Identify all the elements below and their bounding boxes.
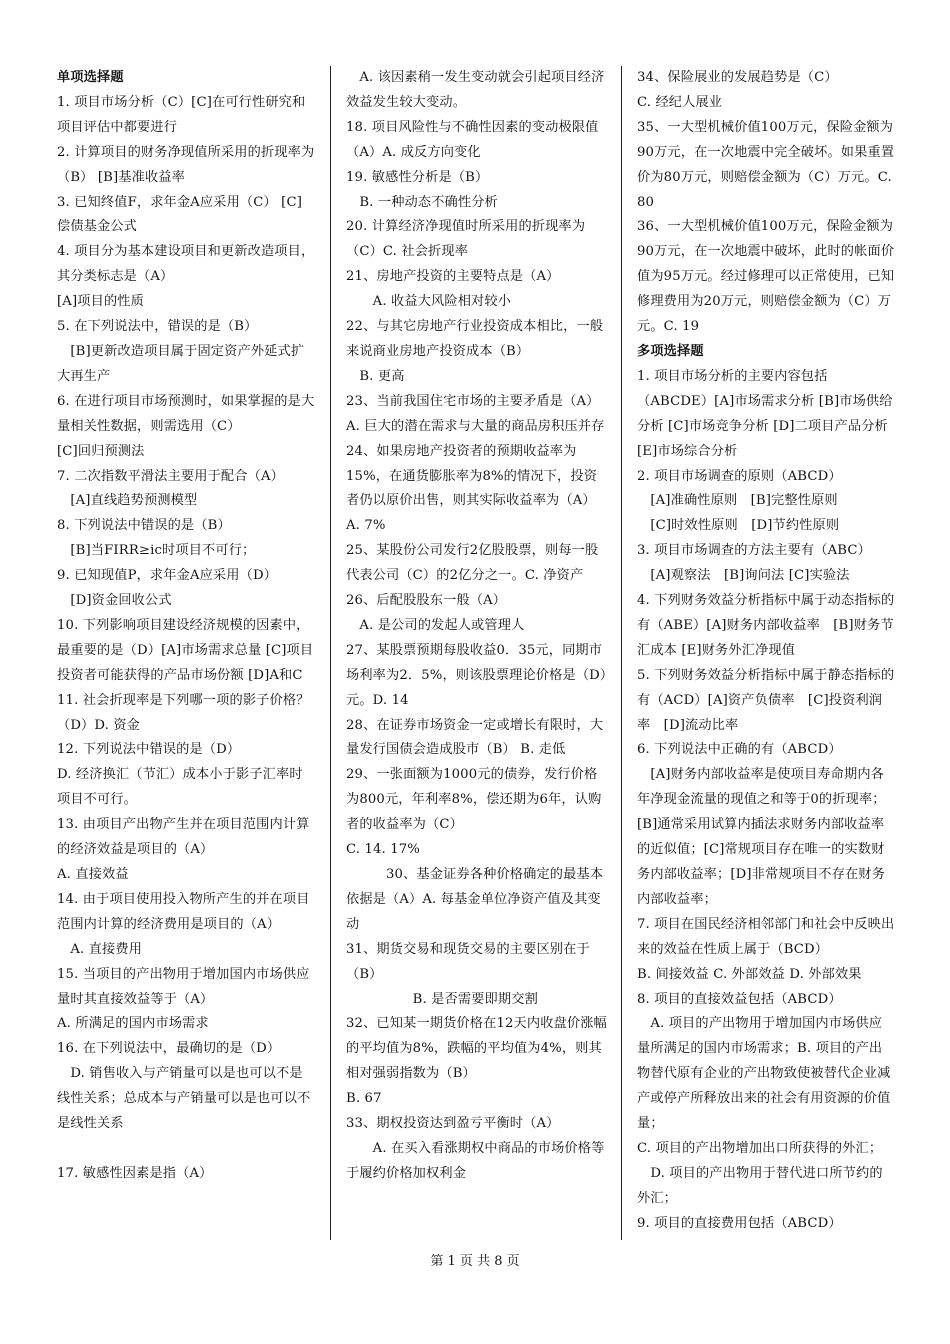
question-paragraph: 28、在证券市场资金一定或增长有限时，大量发行国债会造成股市（B） B. 走低: [346, 717, 604, 758]
question-paragraph: C. 经纪人展业: [637, 94, 723, 110]
question-paragraph: 7. 二次指数平滑法主要用于配合（A）: [57, 468, 284, 484]
section-heading: 单项选择题: [57, 70, 124, 85]
question-paragraph: 25、某股份公司发行2亿股股票，则每一股代表公司（C）的2亿分之一。C. 净资产: [346, 543, 599, 584]
question-paragraph: 2. 项目市场调查的原则（ABCD）: [637, 468, 842, 484]
question-paragraph: 7. 项目在国民经济相邻部门和社会中反映出来的效益在性质上属于（BCD）: [637, 916, 895, 957]
question-paragraph: D. 销售收入与产销量可以是也可以不是线性关系；总成本与产销量可以是也可以不是线性关系: [57, 1066, 311, 1132]
question-paragraph: B. 67: [346, 1091, 382, 1107]
question-paragraph: 36、一大型机械价值100万元，保险金额为90万元，在一次地震中破坏，此时的帐面价值为95万元。经过修理可以正常使用，已知修理费用为20万元，则赔偿金额为（C）万元。C. 19: [637, 219, 895, 335]
column-divider-1: [330, 66, 331, 1240]
question-paragraph: 35、一大型机械价值100万元，保险金额为90万元，在一次地震中完全破坏。如果重置价为80万元，则赔偿金额为（C）万元。C. 80: [637, 119, 895, 210]
question-paragraph: A. 是公司的发起人或管理人: [346, 617, 525, 633]
question-paragraph: 27、某股票预期每股收益0．35元，同期市场利率为2．5%，则该股票理论价格是（D）元。D. 14: [346, 642, 607, 708]
question-paragraph: [A]观察法 [B]询问法 [C]实验法: [637, 568, 850, 584]
question-paragraph: 20. 计算经济净现值时所采用的折现率为（C）C. 社会折现率: [346, 219, 586, 260]
question-paragraph: A. 所满足的国内市场需求: [57, 1016, 209, 1032]
question-paragraph: [A]准确性原则 [B]完整性原则: [637, 493, 838, 509]
question-paragraph: 12. 下列说法中错误的是（D）: [57, 742, 241, 758]
question-paragraph: [C]时效性原则 [D]节约性原则: [637, 518, 840, 534]
question-paragraph: 19. 敏感性分析是（B）: [346, 169, 489, 185]
page-footer: 第 1 页 共 8 页: [430, 1254, 520, 1269]
question-paragraph: A. 直接效益: [57, 867, 129, 882]
question-paragraph: B. 一种动态不确性分析: [346, 194, 498, 210]
question-paragraph: 6. 下列说法中正确的有（ABCD）: [637, 742, 842, 758]
blank-line: [57, 1137, 315, 1162]
question-paragraph: 10. 下列影响项目建设经济规模的因素中，最重要的是（D）[A]市场需求总量 [C]项目投资者可能获得的产品市场份额 [D]A和C: [57, 617, 314, 683]
question-paragraph: D. 项目的产出物用于替代进口所节约的外汇；: [637, 1165, 883, 1206]
question-paragraph: 5. 在下列说法中，错误的是（B）: [57, 319, 258, 335]
question-paragraph: [D]资金回收公式: [57, 593, 172, 609]
question-paragraph: 29、一张面额为1000元的债券，发行价格为800元，年利率8%，偿还期为6年，认购者的收益率为（C）: [346, 767, 602, 833]
question-paragraph: 26、后配股股东一般（A）: [346, 593, 507, 609]
question-paragraph: 15. 当项目的产出物用于增加国内市场供应量时其直接效益等于（A）: [57, 966, 310, 1007]
question-paragraph: 9. 项目的直接费用包括（ABCD）: [637, 1215, 842, 1231]
section-heading: 多项选择题: [637, 343, 704, 359]
question-paragraph: A. 该因素稍一发生变动就会引起项目经济效益发生较大变动。: [346, 70, 605, 110]
question-paragraph: 13. 由项目产出物产生并在项目范围内计算的经济效益是项目的（A）: [57, 817, 310, 858]
question-paragraph: A. 在买入看涨期权中商品的市场价格等于履约价格加权利金: [346, 1140, 605, 1181]
question-paragraph: 22、与其它房地产行业投资成本相比，一般来说商业房地产投资成本（B）: [346, 319, 604, 359]
question-paragraph: 34、保险展业的发展趋势是（C）: [637, 70, 838, 85]
question-paragraph: 30、基金证券各种价格确定的最基本依据是（A）A. 每基金单位净资产值及其变动: [346, 867, 604, 932]
question-paragraph: 33、期权投资达到盈亏平衡时（A）: [346, 1116, 560, 1132]
question-paragraph: 23、当前我国住宅市场的主要矛盾是（A）A. 巨大的潜在需求与大量的商品房积压并存: [346, 393, 605, 434]
question-paragraph: 6. 在进行项目市场预测时，如果掌握的是大量相关性数据，则需选用（C）: [57, 393, 315, 434]
question-paragraph: 31、期货交易和现货交易的主要区别在于（B）: [346, 941, 590, 982]
question-paragraph: A. 项目的产出物用于增加国内市场供应量所满足的国内市场需求；B. 项目的产出物替代原有企业的产出物致使被替代企业减产或停产所释放出来的社会有用资源的价值量；: [637, 1016, 891, 1132]
question-paragraph: 3. 已知终值F，求年金A应采用（C） [C]偿债基金公式: [57, 194, 302, 235]
question-paragraph: 24、如果房地产投资者的预期收益率为15%，在通货膨胀率为8%的情况下，投资者仍以原价出售，则其实际收益率为（A）A. 7%: [346, 443, 598, 534]
question-paragraph: [A]财务内部收益率是使项目寿命期内各年净现金流量的现值之和等于0的折现率；[B]通常采用试算内插法求财务内部收益率的近似值；[C]常规项目存在唯一的实数财务内部收益率；[D]非常规项目不存在财务内部收益率；: [637, 767, 886, 907]
question-paragraph: 14. 由于项目使用投入物所产生的并在项目范围内计算的经济费用是项目的（A）: [57, 891, 310, 932]
question-paragraph: 11. 社会折现率是下列哪一项的影子价格？（D）D. 资金: [57, 692, 310, 733]
question-paragraph: A. 直接费用: [57, 941, 143, 957]
column-2: [346, 66, 608, 1246]
question-paragraph: [C]回归预测法: [57, 443, 145, 459]
question-paragraph: 8. 项目的直接效益包括（ABCD）: [637, 991, 842, 1007]
question-paragraph: [A]项目的性质: [57, 294, 144, 310]
question-paragraph: A. 收益大风险相对较小: [346, 294, 512, 310]
question-paragraph: [A]直线趋势预测模型: [57, 493, 198, 509]
question-paragraph: C. 14. 17%: [346, 842, 420, 858]
question-paragraph: [B]当FIRR≥ic时项目不可行；: [57, 543, 256, 559]
question-paragraph: 4. 下列财务效益分析指标中属于动态指标的有（ABE）[A]财务内部收益率 [B]财务节汇成本 [E]财务外汇净现值: [637, 593, 895, 658]
column-divider-2: [621, 66, 622, 1240]
question-paragraph: 4. 项目分为基本建设项目和更新改造项目，其分类标志是（A）: [57, 244, 315, 285]
question-paragraph: 17. 敏感性因素是指（A）: [57, 1165, 213, 1181]
column-3: [637, 66, 895, 1246]
question-paragraph: 5. 下列财务效益分析指标中属于静态指标的有（ACD）[A]资产负债率 [C]投资利润率 [D]流动比率: [637, 667, 895, 733]
question-paragraph: 32、已知某一期货价格在12天内收盘价涨幅的平均值为8%，跌幅的平均值为4%，则其相对强弱指数为（B）: [346, 1016, 607, 1082]
question-paragraph: 9. 已知现值P，求年金A应采用（D）: [57, 568, 278, 584]
question-paragraph: C. 项目的产出物增加出口所获得的外汇；: [637, 1140, 883, 1156]
question-paragraph: 8. 下列说法中错误的是（B）: [57, 518, 231, 534]
question-paragraph: 16. 在下列说法中，最确切的是（D）: [57, 1041, 281, 1057]
column-1: [57, 66, 315, 1246]
question-paragraph: [B]更新改造项目属于固定资产外延式扩大再生产: [57, 343, 305, 384]
question-paragraph: D. 经济换汇（节汇）成本小于影子汇率时项目不可行。: [57, 767, 303, 808]
question-paragraph: 18. 项目风险性与不确性因素的变动极限值（A）A. 成反方向变化: [346, 119, 599, 160]
question-paragraph: 1. 项目市场分析的主要内容包括（ABCDE）[A]市场需求分析 [B]市场供给分析 [C]市场竞争分析 [D]二项目产品分析 [E]市场综合分析: [637, 368, 893, 459]
question-paragraph: B. 更高: [346, 368, 405, 384]
question-paragraph: B. 间接效益 C. 外部效益 D. 外部效果: [637, 966, 862, 982]
question-paragraph: 3. 项目市场调查的方法主要有（ABC）: [637, 543, 871, 559]
question-paragraph: B. 是否需要即期交割: [346, 991, 538, 1007]
question-paragraph: 2. 计算项目的财务净现值所采用的折现率为（B） [B]基准收益率: [57, 144, 315, 185]
question-paragraph: 1. 项目市场分析（C）[C]在可行性研究和项目评估中都要进行: [57, 94, 306, 135]
question-paragraph: 21、房地产投资的主要特点是（A）: [346, 269, 560, 285]
